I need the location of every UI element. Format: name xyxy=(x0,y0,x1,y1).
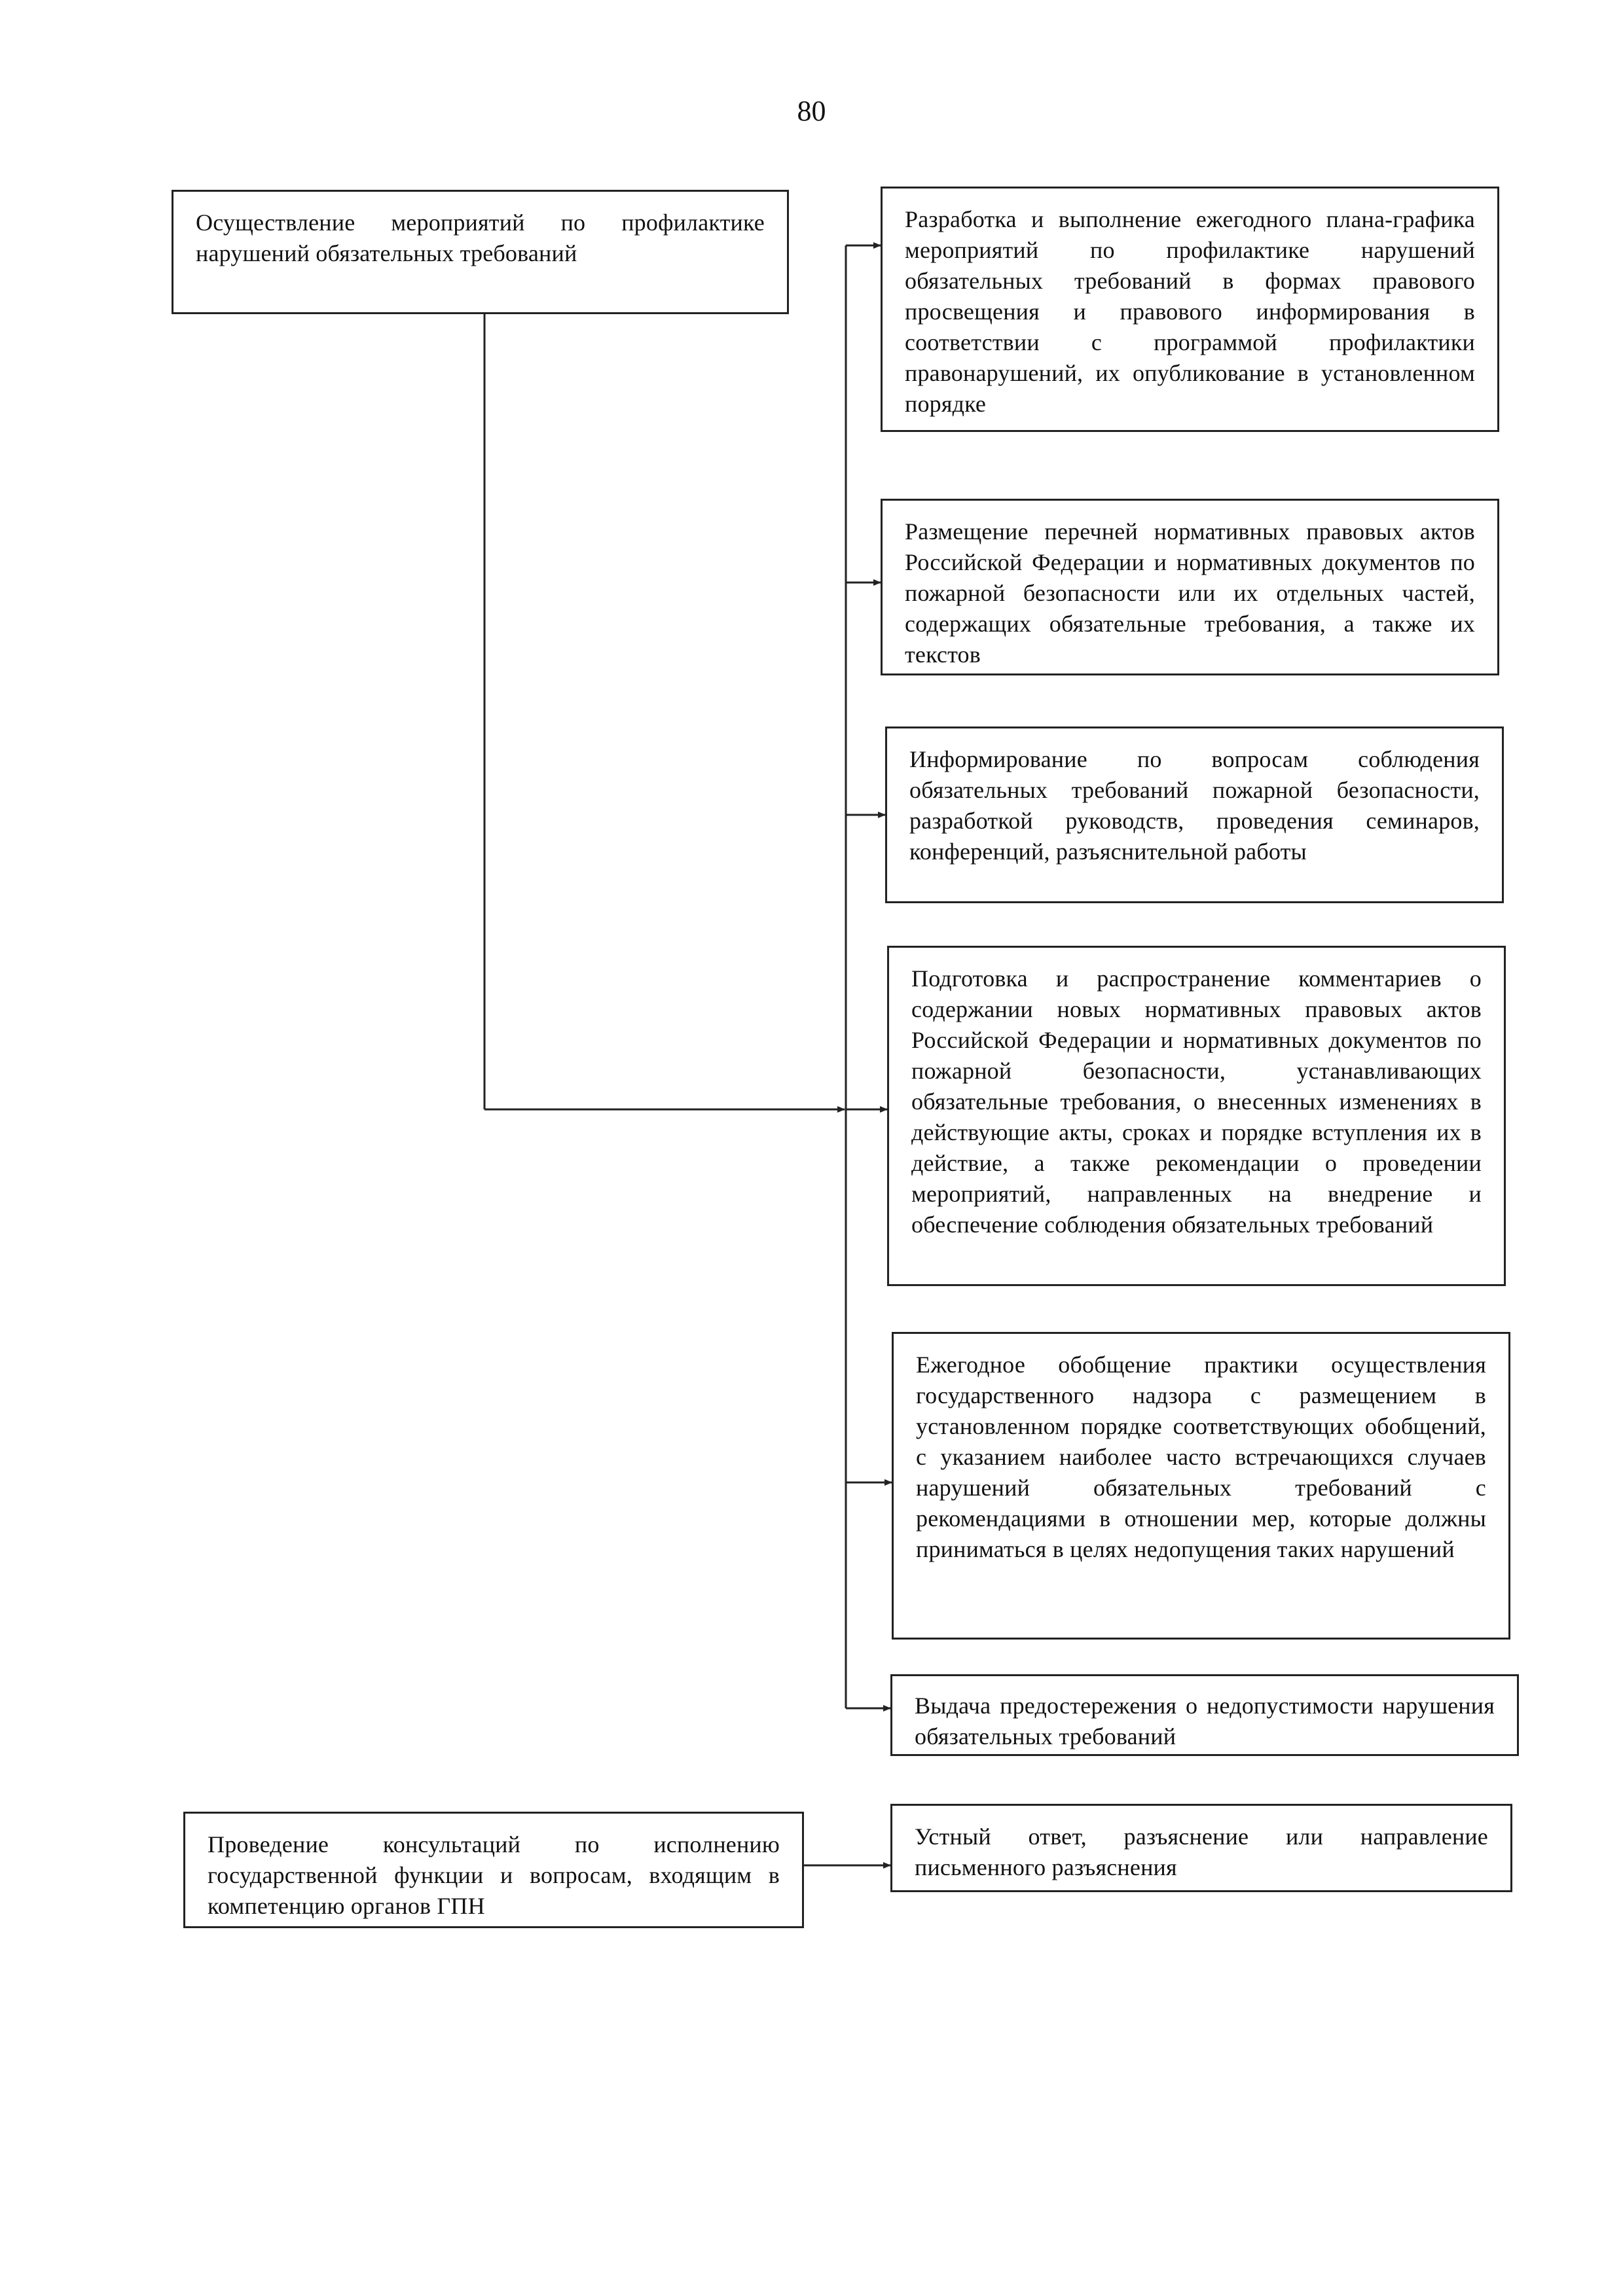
source-box-prevention: Осуществление мероприятий по профилактике нарушений обязательных требований xyxy=(172,190,789,314)
target-box-answer: Устный ответ, разъяснение или направление письменного разъяснения xyxy=(890,1804,1512,1892)
target-box-lists: Размещение перечней нормативных правовых актов Российской Федерации и нормативных документов по пожарной безопасности или их отдельных частей, содержащих обязательные требования, а также их текстов xyxy=(881,499,1499,675)
target-box-generalization: Ежегодное обобщение практики осуществления государственного надзора с размещением в установленном порядке соответствующих обобщений, с указанием наиболее часто встречающихся случаев нарушений обязательных требований с рекомендациями в отношении мер, которые должны приниматься в целях недопущения таких нарушений xyxy=(892,1332,1510,1640)
target-box-informing: Информирование по вопросам соблюдения обязательных требований пожарной безопасности, разработкой руководств, проведения семинаров, конференций, разъяснительной работы xyxy=(885,726,1504,903)
target-box-comments: Подготовка и распространение комментариев о содержании новых нормативных правовых актов Российской Федерации и нормативных документов по пожарной безопасности, устанавливающих обязательные требования, о внесенных изменениях в действующие акты, сроках и порядке вступления их в действие, а также рекомендации о проведении мероприятий, направленных на внедрение и обеспечение соблюдения обязательных требований xyxy=(887,946,1506,1286)
source-box-consultations: Проведение консультаций по исполнению государственной функции и вопросам, входящим в компетенцию органов ГПН xyxy=(183,1812,804,1928)
target-box-warning: Выдача предостережения о недопустимости нарушения обязательных требований xyxy=(890,1674,1519,1756)
target-box-plan: Разработка и выполнение ежегодного плана-графика мероприятий по профилактике нарушений обязательных требований в формах правового просвещения и правового информирования в соответствии с программой профилактики правонарушений, их опубликование в установленном порядке xyxy=(881,187,1499,432)
page-number: 80 xyxy=(797,95,826,127)
